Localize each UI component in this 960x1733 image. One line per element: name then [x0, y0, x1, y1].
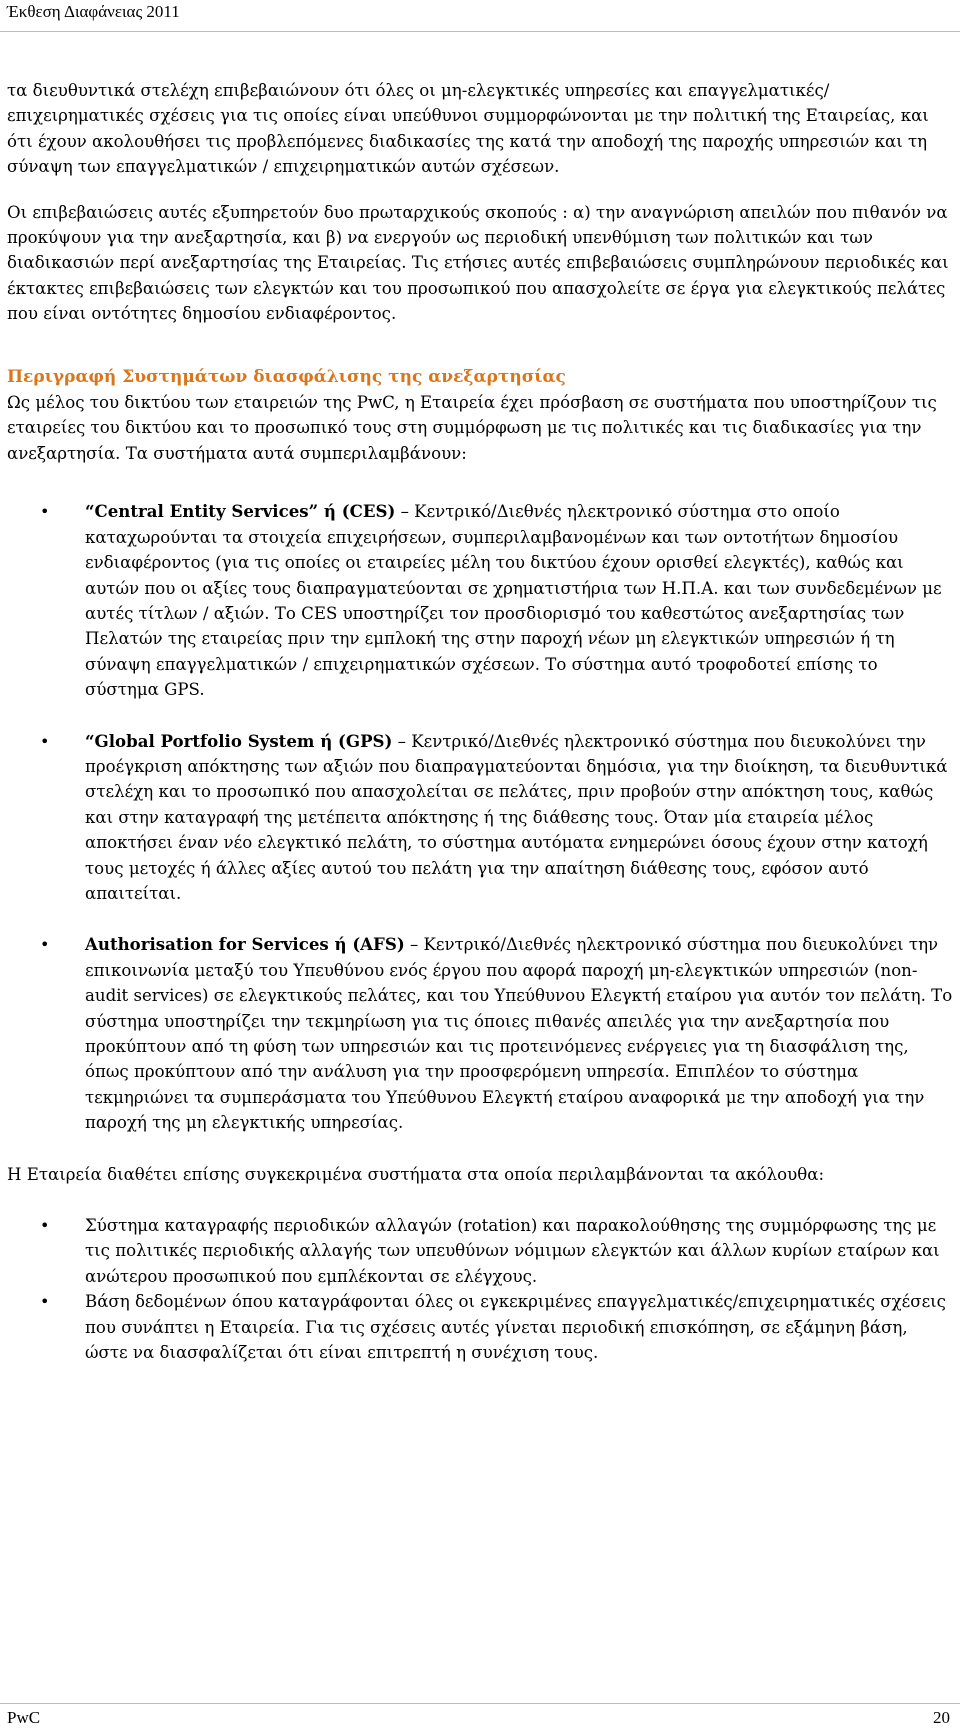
page-number: 20: [933, 1708, 950, 1727]
list-item: [7, 729, 953, 907]
bullet-icon: •: [40, 502, 50, 522]
header-divider: [0, 31, 960, 32]
system-description: – Κεντρικό/Διεθνές ηλεκτρονικό σύστημα στο οποίο καταχωρούνται τα στοιχεία επιχειρήσεων, συμπεριλαμβανομένων και των οντοτήτων δημοσίου ενδιαφέροντος (για τις οποίες οι εταιρείες μέλη του δικτύου έχουν ορισθεί ελεγκτές), καθώς και αυτών που οι αξίες τους διαπραγματεύονται σε χρηματιστήρια των Η.Π.Α. και των συνδεδεμένων με αυτές τίτλων / αξιών. Το CES υποστηρίζει τον προσδιορισμό του καθεστώτος ανεξαρτησίας των Πελατών της εταιρείας πριν την εμπλοκή της στην παροχή νέων μη ελεγκτικών υπηρεσιών ή τη σύναψη επαγγελματικών / επιχειρηματικών σχέσεων. Το σύστημα αυτό τροφοδοτεί επίσης το σύστημα GPS.: [85, 502, 942, 700]
section-heading: Περιγραφή Συστημάτων διασφάλισης της ανεξαρτησίας: [7, 366, 566, 387]
bullet-icon: •: [40, 935, 50, 955]
system-name: Authorisation for Services ή (AFS): [85, 934, 405, 955]
system-name: “Central Entity Services” ή (CES): [85, 501, 396, 522]
bullet-icon: •: [40, 731, 50, 751]
running-header: Έκθεση Διαφάνειας 2011: [7, 2, 180, 21]
company-systems-list: [7, 1213, 953, 1365]
list-item: [7, 1289, 953, 1365]
paragraph-confirmations: τα διευθυντικά στελέχη επιβεβαιώνουν ότι όλες οι μη-ελεγκτικές υπηρεσίες και επαγγελματικές/επιχειρηματικές σχέσεις για τις οποίες είναι υπεύθυνοι συμμορφώνονται με την πολιτική της Εταιρείας, και ότι έχουν ακολουθήσει τις προβλεπόμενες διαδικασίες της κατά την αποδοχή της παροχής υπηρεσιών και τη σύναψη των επαγγελματικών / επιχειρηματικών αυτών σχέσεων.: [7, 81, 929, 177]
bullet-icon: •: [40, 1216, 50, 1236]
list-item-text: Βάση δεδομένων όπου καταγράφονται όλες οι εγκεκριμένες επαγγελματικές/επιχειρηματικές σχέσεις που συνάπτει η Εταιρεία. Για τις σχέσεις αυτές γίνεται περιοδική επισκόπηση, σε εξάμηνη βάση, ώστε να διασφαλίζεται ότι είναι επιτρεπτή η συνέχιση τους.: [85, 1292, 946, 1363]
document-body: [7, 78, 953, 1365]
list-item: [7, 1213, 953, 1289]
system-description: – Κεντρικό/Διεθνές ηλεκτρονικό σύστημα που διευκολύνει την προέγκριση απόκτησης των αξιών που διαπραγματεύονται δημόσια, για την διοίκηση, τα διευθυντικά στελέχη και το προσωπικό που απασχολείται σε πελάτες, πριν προβούν στην απόκτηση τους, καθώς και στην καταγραφή της μετέπειτα απόκτησης ή της διάθεσης τους. Όταν μία εταιρεία μέλος αποκτήσει έναν νέο ελεγκτικό πελάτη, το σύστημα αυτόματα ενημερώνει όσους έχουν στην κατοχή τους μετοχές ή άλλες αξίες αυτού του πελάτη για την απαίτηση διάθεσης τους, εφόσον αυτό απαιτείται.: [85, 731, 948, 903]
system-name: “Global Portfolio System ή (GPS): [85, 730, 393, 751]
list-item: [7, 499, 953, 702]
paragraph-company-systems: Η Εταιρεία διαθέτει επίσης συγκεκριμένα συστήματα στα οποία περιλαμβάνονται τα ακόλουθα:: [7, 1164, 825, 1184]
systems-list: [7, 499, 953, 1135]
list-item-text: Σύστημα καταγραφής περιοδικών αλλαγών (rotation) και παρακολούθησης της συμμόρφωσης της με τις πολιτικές περιοδικής αλλαγής των υπευθύνων νόμιμων ελεγκτών και άλλων κυρίων εταίρων και ανώτερου προσωπικού που εμπλέκονται σε ελέγχους.: [85, 1216, 940, 1286]
paragraph-purposes: Οι επιβεβαιώσεις αυτές εξυπηρετούν δυο πρωταρχικούς σκοπούς : α) την αναγνώριση απειλών που πιθανόν να προκύψουν για την ανεξαρτησία, και β) να ενεργούν ως περιοδική υπενθύμιση των πολιτικών και των διαδικασιών περί ανεξαρτησίας της Εταιρείας. Τις ετήσιες αυτές επιβεβαιώσεις συμπληρώνουν περιοδικές και έκτακτες επιβεβαιώσεις των ελεγκτών και του προσωπικού που απασχολείτε σε έργα για ελεγκτικούς πελάτες που είναι οντότητες δημοσίου ενδιαφέροντος.: [7, 202, 949, 324]
paragraph-network-systems: Ως μέλος του δικτύου των εταιρειών της PwC, η Εταιρεία έχει πρόσβαση σε συστήματα που υποστηρίζουν τις εταιρείες του δικτύου και το προσωπικό τους στη συμμόρφωση με τις πολιτικές και τις διαδικασίες για την ανεξαρτησία. Τα συστήματα αυτά συμπεριλαμβάνουν:: [7, 393, 937, 463]
footer-divider: [0, 1703, 960, 1704]
list-item: [7, 932, 953, 1135]
system-description: – Κεντρικό/Διεθνές ηλεκτρονικό σύστημα που διευκολύνει την επικοινωνία μεταξύ του Υπευθύνου ενός έργου που αφορά παροχή μη-ελεγκτικών υπηρεσιών (non-audit services) σε ελεγκτικούς πελάτες, και του Υπεύθυνου Ελεγκτή εταίρου για αυτόν τον πελάτη. Το σύστημα υποστηρίζει την τεκμηρίωση για τις όποιες πιθανές απειλές για την ανεξαρτησία που προκύπτουν από τη φύση των υπηρεσιών και τις προτεινόμενες ενέργειες για τη διασφάλιση της, όπως προκύπτουν από την ανάλυση για την προσφερόμενη υπηρεσία. Επιπλέον το σύστημα τεκμηριώνει τα συμπεράσματα του Υπεύθυνου Ελεγκτή εταίρου αναφορικά με την αποδοχή για την παροχή της μη ελεγκτικής υπηρεσίας.: [85, 935, 953, 1133]
footer-brand: PwC: [7, 1708, 41, 1727]
bullet-icon: •: [40, 1292, 50, 1312]
